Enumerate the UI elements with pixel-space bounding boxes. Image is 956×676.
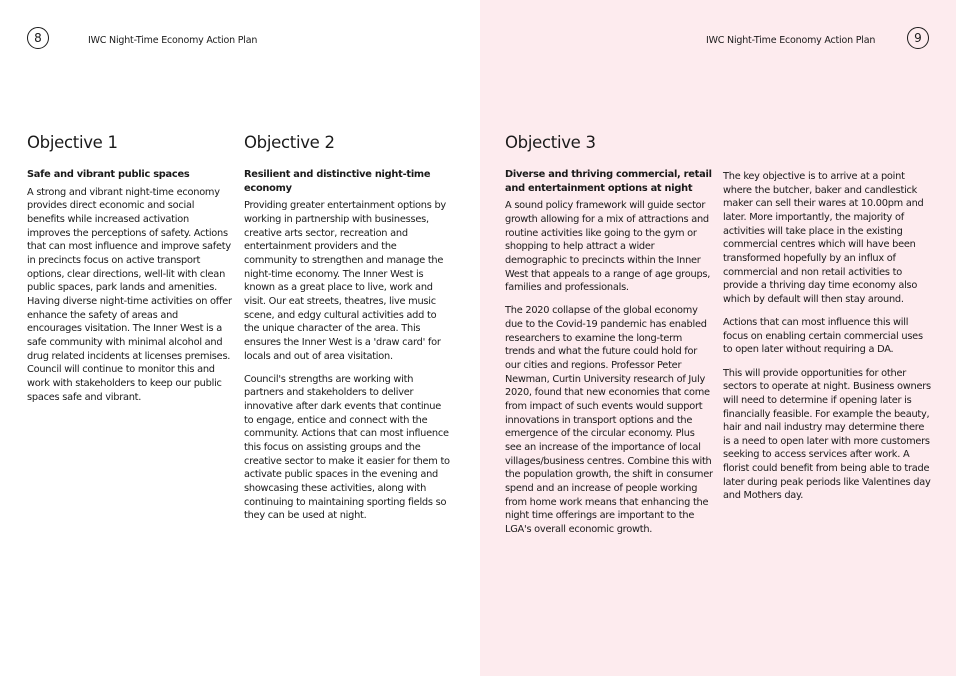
page-number-right: 9: [907, 27, 929, 49]
objective-3-paragraph: A sound policy framework will guide sector growth allowing for a mix of attractions and routine activities like going to the gym or shopping to help attract a wider demographic to precincts within the Inner West that appeals to a range of age groups, families and professionals.: [505, 200, 711, 294]
objective-1-title: Objective 1: [27, 133, 118, 152]
objective-1-subtitle: Safe and vibrant public spaces: [27, 169, 190, 180]
objective-2-subtitle: Resilient and distinctive night-time economy: [244, 169, 431, 194]
running-head-right: IWC Night-Time Economy Action Plan: [706, 35, 876, 46]
objective-2-column: [244, 133, 452, 532]
objective-1-column: [27, 133, 232, 414]
objective-3-paragraph: The 2020 collapse of the global economy due to the Covid-19 pandemic has enabled researchers to examine the long-term trends and what the future could hold for our cities and regions. Professor Peter Newman, Curtin University research of July 2020, found that new economies that come from impact of such events would support innovations in transport options and the emergence of the circular economy. Plus see an increase of the importance of local villages/business centres. Combine this with the population growth, the shift in consumer spend and an increase of people working from home work means that enhancing the night time offerings are important to the LGA's overall economic growth.: [505, 305, 713, 535]
objective-2-paragraph: Providing greater entertainment options by working in partnership with businesses, creative arts sector, recreation and entertainment providers and the community to strengthen and manage the night-time economy. The Inner West is known as a great place to live, work and visit. Our eat streets, theatres, live music scene, and edgy cultural activities add to the unique character of the area. This ensures the Inner West is a 'draw card' for locals and out of area visitation.: [244, 200, 446, 362]
objective-1-paragraph: A strong and vibrant night-time economy provides direct economic and social benefits while increased activation improves the perceptions of safety. Actions that can most influence and improve safety in precincts focus on active transport options, clear directions, well-lit with clean public spaces, park lands and amenities. Having diverse night-time activities on offer enhance the safety of areas and encourages visitation. The Inner West is a safe community with minimal alcohol and drug related incidents at licenses premises. Council will continue to monitor this and work with stakeholders to keep our public spaces safe and vibrant.: [27, 186, 232, 403]
right-page: [480, 0, 956, 676]
objective-3-title: Objective 3: [505, 133, 596, 152]
running-head-left: IWC Night-Time Economy Action Plan: [88, 35, 258, 46]
objective-2-title: Objective 2: [244, 133, 335, 152]
objective-3-continued-column: [723, 170, 931, 513]
objective-3-continued-paragraph: This will provide opportunities for other sectors to operate at night. Business owners will need to determine if opening later is financially feasible. For example the beauty, hair and nail industry may determine there is a need to open later with more customers seeking to access services after work. A florist could benefit from being able to trade later during peak periods like Valentines day and Mothers day.: [723, 367, 931, 502]
objective-2-paragraph: Council's strengths are working with partners and stakeholders to deliver innovative after dark events that continue to engage, entice and connect with the community. Actions that can most influence this focus on assisting groups and the creative sector to make it easier for them to activate public spaces in the evening and showcasing these activities, along with continuing to maintaining sporting fields so they can be used at night.: [244, 373, 450, 522]
page-number-left: 8: [27, 27, 49, 49]
objective-3-subtitle: Diverse and thriving commercial, retail and entertainment options at night: [505, 169, 712, 194]
objective-3-continued-paragraph: The key objective is to arrive at a point where the butcher, baker and candlestick maker can sell their wares at 10.00pm and later. More importantly, the majority of activities will take place in the existing commercial centres which will have been transformed hopefully by an influx of commercial and non retail activities to provide a thriving day time economy also which by default will then stay around.: [723, 171, 924, 305]
objective-3-continued-paragraph: Actions that can most influence this will focus on enabling certain commercial uses to open later without requiring a DA.: [723, 317, 923, 356]
objective-3-column: [505, 133, 713, 546]
